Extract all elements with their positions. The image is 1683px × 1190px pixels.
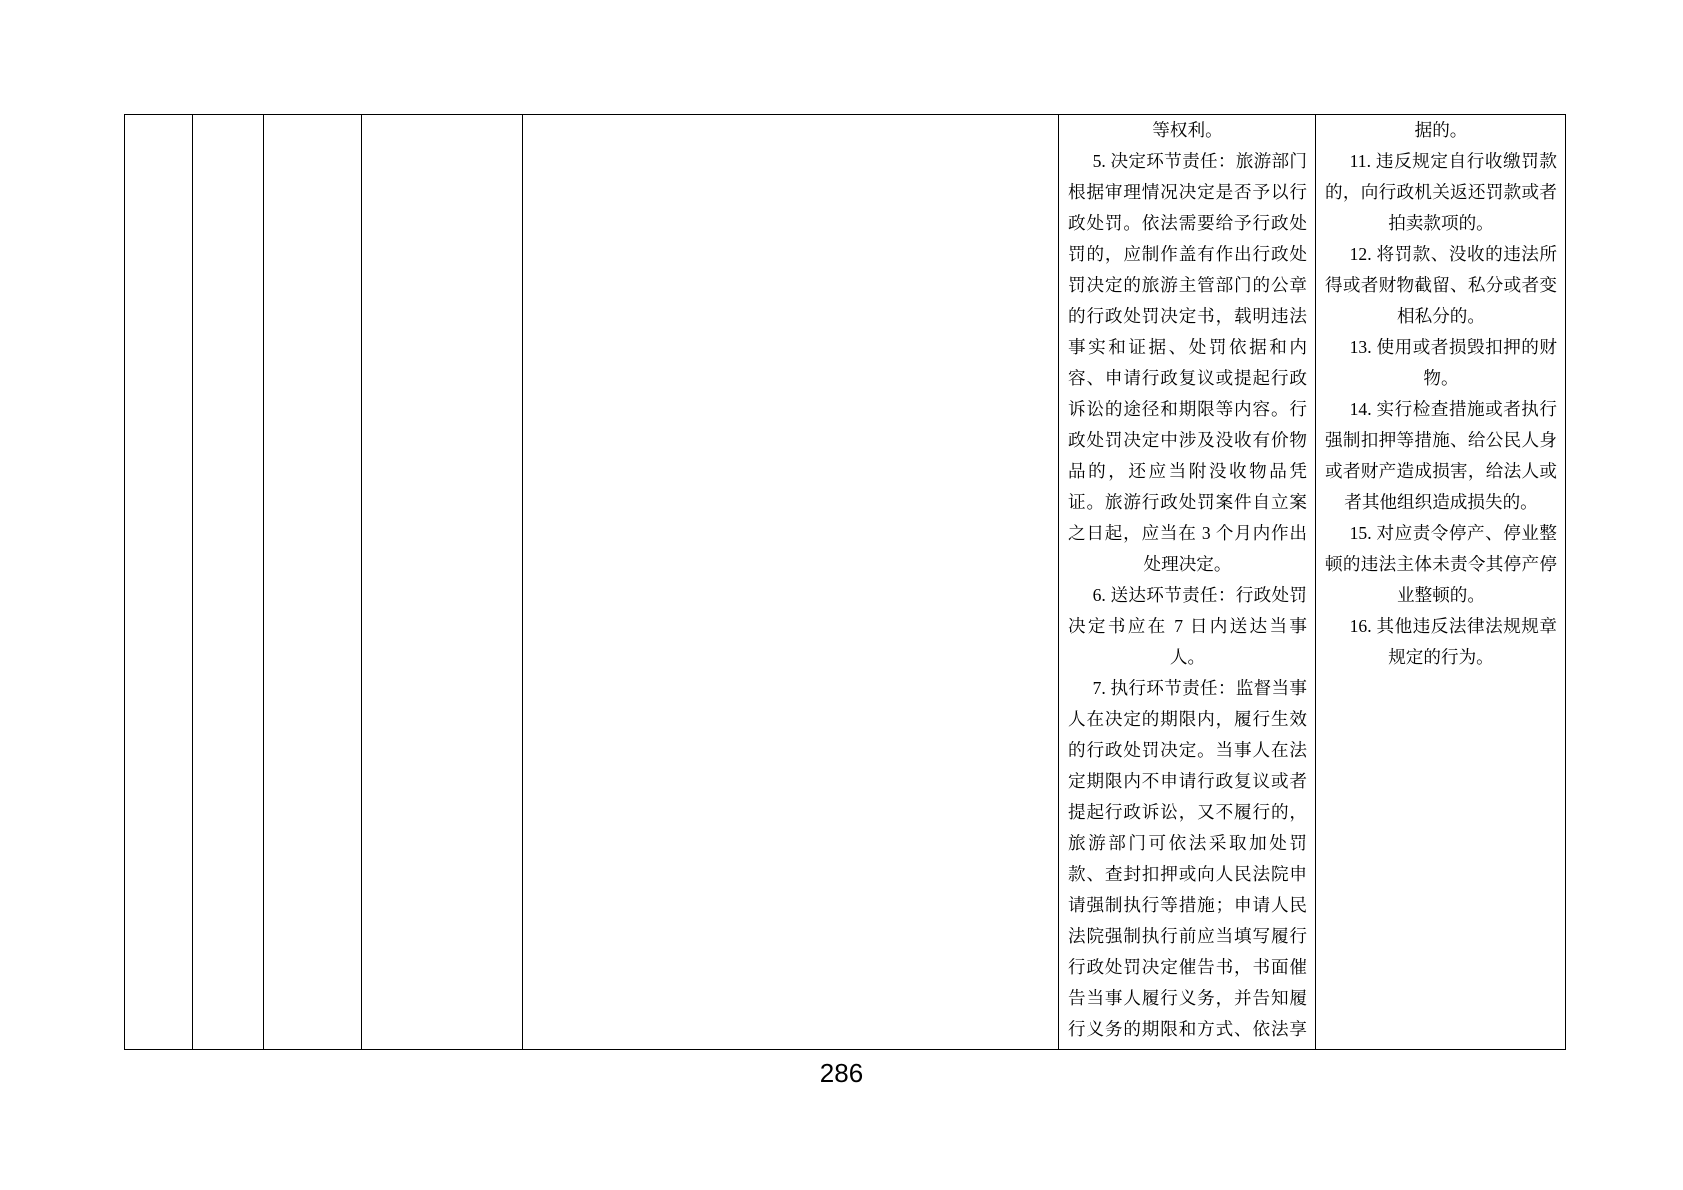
table-cell-empty-3 bbox=[264, 115, 362, 1050]
paragraph-item-15: 15. 对应责令停产、停业整顿的违法主体未责令其停产停业整顿的。 bbox=[1325, 523, 1557, 605]
duty-items-cell bbox=[1059, 115, 1316, 1050]
paragraph-item-13: 13. 使用或者损毁扣押的财物。 bbox=[1349, 337, 1557, 388]
paragraph-delivery-step: 6. 送达环节责任：行政处罚决定书应在 7 日内送达当事人。 bbox=[1068, 585, 1307, 667]
paragraph-execution-step: 7. 执行环节责任：监督当事人在决定的期限内，履行生效的行政处罚决定。当事人在法定期限内不申请行政复议或者提起行政诉讼，又不履行的，旅游部门可依法采取加处罚款、查封扣押或向人民法院申请强制执行等措施；申请人民法院强制执行前应当填写履行行政处罚决定催告书，书面催告当事人履行义务，并告知履行义务的期限和方式、依法享 bbox=[1068, 678, 1307, 1039]
duty-items-text bbox=[1068, 115, 1307, 1045]
paragraph-item-16: 16. 其他违反法律法规规章规定的行为。 bbox=[1349, 616, 1557, 667]
paragraph-item-14: 14. 实行检查措施或者执行强制扣押等措施、给公民人身或者财产造成损害，给法人或者其他组织造成损失的。 bbox=[1325, 399, 1557, 512]
table-cell-empty-5 bbox=[523, 115, 1059, 1050]
accountability-situations-text bbox=[1325, 115, 1557, 673]
table-cell-empty-2 bbox=[193, 115, 264, 1050]
page-number: 286 bbox=[819, 1058, 864, 1088]
paragraph-item-11: 11. 违反规定自行收缴罚款的，向行政机关返还罚款或者拍卖款项的。 bbox=[1325, 151, 1557, 233]
paragraph-continued-from-previous-page: 据的。 bbox=[1414, 120, 1468, 140]
paragraph-continued-from-previous-page: 等权利。 bbox=[1152, 120, 1223, 140]
table-cell-empty-1 bbox=[125, 115, 193, 1050]
paragraph-item-12: 12. 将罚款、没收的违法所得或者财物截留、私分或者变相私分的。 bbox=[1325, 244, 1557, 326]
accountability-situations-cell bbox=[1316, 115, 1566, 1050]
paragraph-decision-step: 5. 决定环节责任：旅游部门根据审理情况决定是否予以行政处罚。依法需要给予行政处罚的，应制作盖有作出行政处罚决定的旅游主管部门的公章的行政处罚决定书，载明违法事实和证据、处罚依据和内容、申请行政复议或提起行政诉讼的途径和期限等内容。行政处罚决定中涉及没收有价物品的，还应当附没收物品凭证。旅游行政处罚案件自立案之日起，应当在 3 个月内作出处理决定。 bbox=[1068, 151, 1307, 574]
responsibility-table bbox=[124, 114, 1566, 1050]
table-row bbox=[125, 115, 1566, 1050]
table-cell-empty-4 bbox=[362, 115, 523, 1050]
